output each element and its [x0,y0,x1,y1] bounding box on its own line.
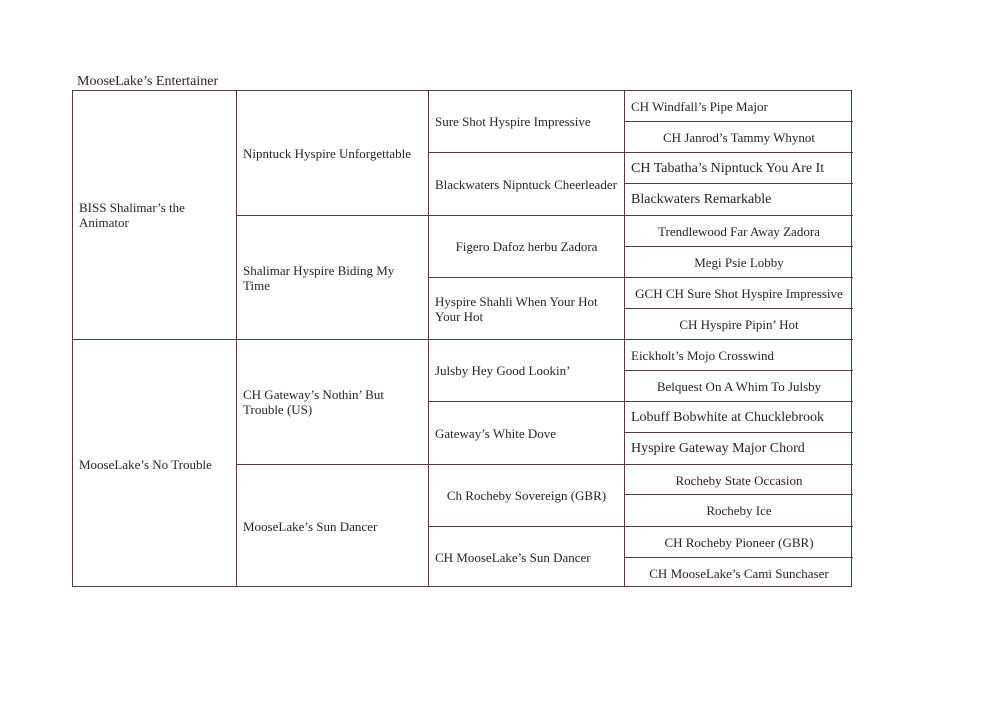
pedigree-title: MooseLake’s Entertainer [77,74,219,89]
great-grandparent-cell: Julsby Hey Good Lookin’ [435,363,571,378]
great-grandparent-cell: Ch Rocheby Sovereign (GBR) [446,488,607,503]
gen4-cell: Rocheby State Occasion [675,472,803,488]
grandparent-cell: CH Gateway’s Nothin’ But Trouble (US) [243,387,384,417]
gen4-cell: CH Rocheby Pioneer (GBR) [664,534,814,550]
great-grandparent-cell: Gateway’s White Dove [435,425,557,441]
great-grandparent-cell: CH MooseLake’s Sun Dancer [435,550,591,565]
grandparent-cell: Nipntuck Hyspire Unforgettable [243,145,411,161]
grandparent-cell: Shalimar Hyspire Biding My Time [243,262,395,293]
great-grandparent-cell: Sure Shot Hyspire Impressive [435,114,591,129]
gen4-cell: Hyspire Gateway Major Chord [631,441,805,456]
great-grandparent-cell: Hyspire Shahli When Your Hot Your Hot [435,293,598,324]
pedigree-table [72,90,852,587]
gen4-cell: CH Windfall’s Pipe Major [631,98,768,114]
gen4-cell: GCH CH Sure Shot Hyspire Impressive [635,285,843,301]
gen4-cell: Belquest On A Whim To Julsby [656,378,822,394]
dam-cell: MooseLake’s No Trouble [79,456,212,472]
gen4-cell: CH Tabatha’s Nipntuck You Are It [631,160,825,176]
gen4-cell: Rocheby Ice [706,502,772,518]
grandparent-cell: MooseLake’s Sun Dancer [243,519,378,534]
gen4-cell: Trendlewood Far Away Zadora [658,223,820,239]
gen4-cell: Eickholt’s Mojo Crosswind [631,347,775,363]
gen4-cell: CH Hyspire Pipin’ Hot [679,316,799,332]
sire-cell: BISS Shalimar’s the Animator [79,200,185,230]
gen4-cell: CH Janrod’s Tammy Whynot [662,129,816,145]
gen4-cell: CH MooseLake’s Cami Sunchaser [649,565,829,581]
gen4-cell: Blackwaters Remarkable [631,192,772,207]
gen4-cell: Megi Psie Lobby [694,254,784,270]
great-grandparent-cell: Figero Dafoz herbu Zadora [455,239,598,254]
gen4-cell: Lobuff Bobwhite at Chucklebrook [631,409,824,425]
great-grandparent-cell: Blackwaters Nipntuck Cheerleader [435,176,617,192]
